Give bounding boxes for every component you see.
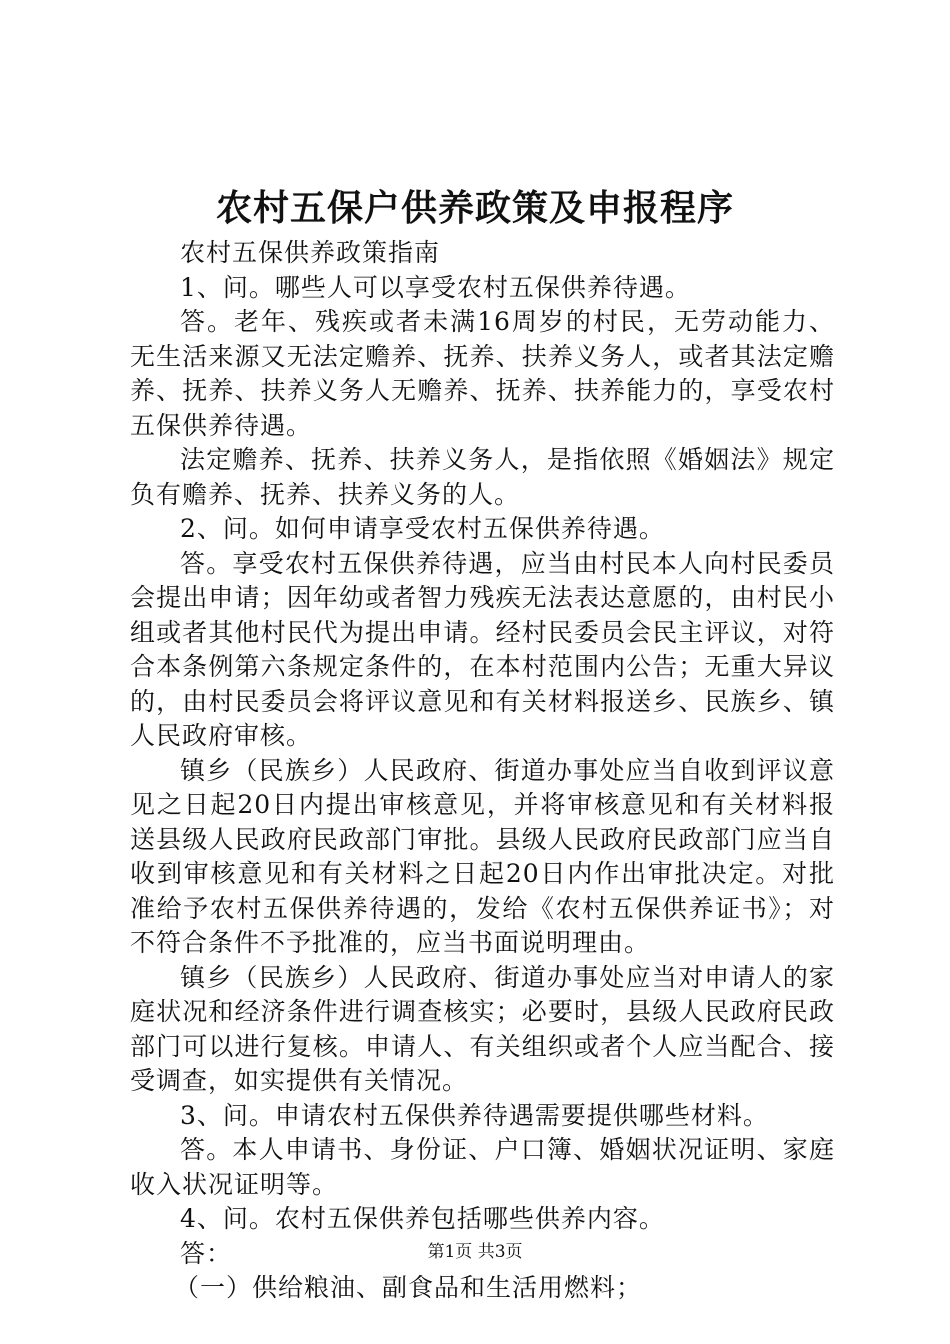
paragraph-list-item-1: （一）供给粮油、副食品和生活用燃料； <box>174 1273 643 1302</box>
paragraph-investigation: 镇乡（民族乡）人民政府、街道办事处应当对申请人的家庭状况和经济条件进行调查核实；必要时，县级人民政府民政部门可以进行复核。申请人、有关组织或者个人应当配合、接受调查，如实提供有关情况。 <box>130 962 835 1095</box>
paragraph-answer-1: 答。老年、残疾或者未满16周岁的村民，无劳动能力、无生活来源又无法定赡养、抚养、扶养义务人，或者其法定赡养、抚养、扶养义务人无赡养、抚养、扶养能力的，享受农村五保供养待遇。 <box>130 307 835 440</box>
paragraph-answer-3: 答。本人申请书、身份证、户口簿、婚姻状况证明、家庭收入状况证明等。 <box>130 1135 835 1199</box>
paragraph-question-2: 2、问。如何申请享受农村五保供养待遇。 <box>180 514 665 543</box>
paragraph-question-4: 4、问。农村五保供养包括哪些供养内容。 <box>180 1204 665 1233</box>
paragraph-answer-2: 答。享受农村五保供养待遇，应当由村民本人向村民委员会提出申请；因年幼或者智力残疾无法表达意愿的，由村民小组或者其他村民代为提出申请。经村民委员会民主评议，对符合本条例第六条规定条件的，在本村范围内公告；无重大异议的，由村民委员会将评议意见和有关材料报送乡、民族乡、镇人民政府审核。 <box>130 548 835 750</box>
paragraph-definition: 法定赡养、抚养、扶养义务人，是指依照《婚姻法》规定负有赡养、抚养、扶养义务的人。 <box>130 445 835 509</box>
paragraph-question-3: 3、问。申请农村五保供养待遇需要提供哪些材料。 <box>180 1100 769 1130</box>
paragraph-answer-4-label: 答： <box>180 1238 233 1268</box>
paragraph-question-1: 1、问。哪些人可以享受农村五保供养待遇。 <box>180 272 691 302</box>
page-number-footer: 第1页 共3页 <box>427 1242 523 1262</box>
document-body <box>130 236 835 1306</box>
paragraph-guide-heading: 农村五保供养政策指南 <box>180 238 441 267</box>
paragraph-review-approval: 镇乡（民族乡）人民政府、街道办事处应当自收到评议意见之日起20日内提出审核意见，并将审核意见和有关材料报送县级人民政府民政部门审批。县级人民政府民政部门应当自收到审核意见和有关材料之日起20日内作出审批决定。对批准给予农村五保供养待遇的，发给《农村五保供养证书》；对不符合条件不予批准的，应当书面说明理由。 <box>130 755 835 957</box>
document-title: 农村五保户供养政策及申报程序 <box>215 187 734 229</box>
